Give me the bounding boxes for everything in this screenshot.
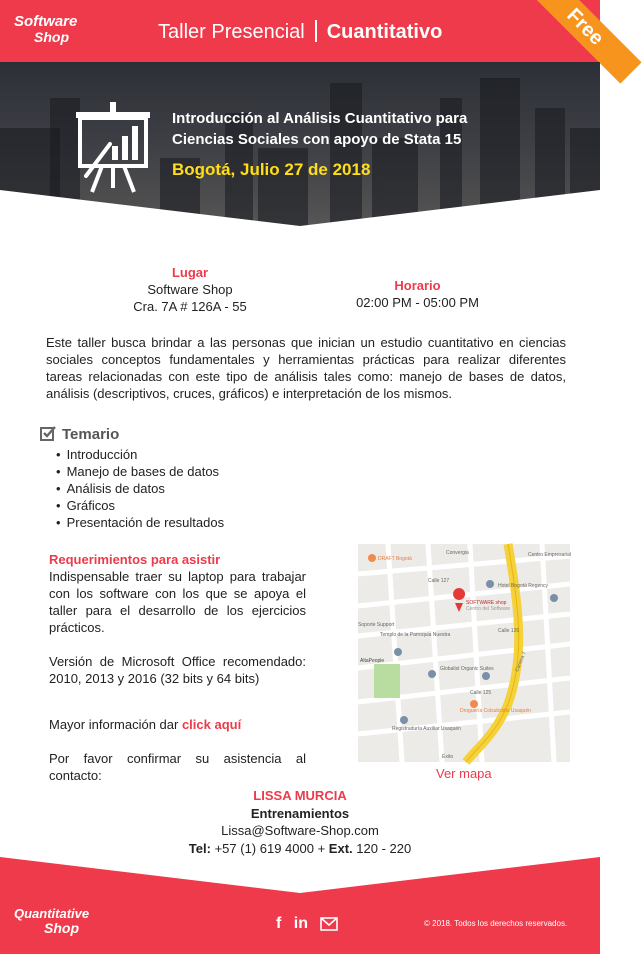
location-name: Software Shop: [147, 282, 233, 297]
click-here-link[interactable]: click aquí: [181, 717, 242, 732]
facebook-icon[interactable]: f: [276, 915, 282, 932]
presentation-board-icon: [72, 102, 154, 194]
svg-text:Convergia: Convergia: [446, 550, 469, 556]
schedule-value: 02:00 PM - 05:00 PM: [356, 295, 479, 310]
list-item: • Presentación de resultados: [56, 514, 224, 531]
contact-name: LISSA MURCIA: [253, 788, 347, 803]
svg-text:Éxito: Éxito: [442, 754, 454, 760]
course-date: Bogotá, Julio 27 de 2018: [172, 160, 371, 179]
syllabus-title: Temario: [40, 425, 119, 445]
list-item: • Introducción: [56, 446, 224, 463]
list-item: • Manejo de bases de datos: [56, 463, 224, 480]
svg-text:Carrera 7: Carrera 7: [514, 650, 528, 673]
contact-phone: Tel: +57 (1) 619 4000 + Ext. 120 - 220: [188, 840, 412, 856]
svg-text:Registraduría Auxiliar Usaquén: Registraduría Auxiliar Usaquén: [392, 726, 461, 732]
svg-text:Globalist Organic Suites: Globalist Organic Suites: [440, 666, 494, 672]
svg-text:Centro del Software: Centro del Software: [466, 606, 511, 612]
svg-text:Calle 125: Calle 125: [470, 690, 492, 696]
contact-department: Entrenamientos: [250, 805, 350, 821]
software-shop-logo[interactable]: Software Shop: [14, 13, 78, 45]
location-map[interactable]: [358, 544, 570, 762]
svg-text:Calle 127: Calle 127: [428, 578, 450, 584]
svg-text:SOFTWARE shop: SOFTWARE shop: [466, 600, 507, 606]
view-map-link[interactable]: Ver mapa: [436, 766, 492, 781]
list-item: • Gráficos: [56, 497, 224, 514]
svg-text:Calle 126: Calle 126: [498, 628, 520, 634]
title-divider: [315, 20, 317, 42]
quantitative-shop-logo[interactable]: Quantitative Shop: [14, 906, 90, 936]
contact-block: [170, 787, 430, 857]
more-info-line: Mayor información dar click aquí: [49, 717, 242, 732]
schedule-label: Horario: [394, 278, 441, 293]
footer-bar: [0, 857, 600, 954]
schedule-block: [340, 277, 495, 311]
svg-text:Hotel Bogotá Regency: Hotel Bogotá Regency: [498, 583, 549, 589]
svg-text:Templo de la Parroquia Nuestra: Templo de la Parroquia Nuestra: [380, 632, 451, 638]
location-block: [110, 264, 270, 315]
linkedin-icon[interactable]: in: [293, 915, 308, 932]
requirements-text: Indispensable traer su laptop para trabajar con los software con los que se apoya el taller para el desarrollo de los ejercicios prácticos.: [49, 569, 306, 635]
svg-text:Centro Empresarial: Centro Empresarial: [528, 552, 572, 558]
requirements-title: Requerimientos para asistir: [49, 552, 221, 567]
location-address: Cra. 7A # 126A - 55: [133, 299, 247, 314]
hero-bottom-cut: [0, 190, 600, 250]
svg-text:DRAFT Bogotá: DRAFT Bogotá: [378, 556, 412, 562]
header-title-left: Taller Presencial: [158, 21, 305, 43]
location-label: Lugar: [171, 265, 209, 280]
header-title-right: Cuantitativo: [326, 21, 443, 43]
confirm-text: Por favor confirmar su asistencia al contacto:: [49, 751, 306, 783]
course-title: Introducción al Análisis Cuantitativo para Ciencias Sociales con apoyo de Stata 15: [172, 110, 468, 148]
map-pin-icon: [453, 588, 465, 600]
map-graphic: [358, 544, 570, 762]
free-ribbon: Free: [528, 0, 641, 84]
email-icon[interactable]: [320, 917, 338, 931]
svg-text:Droguería Colsubsidio Usaquén: Droguería Colsubsidio Usaquén: [460, 708, 531, 714]
social-links: [276, 913, 346, 935]
contact-email[interactable]: Lissa@Software-Shop.com: [221, 823, 379, 838]
svg-text:AltaPeople: AltaPeople: [360, 658, 385, 664]
copyright-text: © 2018. Todos los derechos reservados.: [424, 919, 568, 928]
office-version-text: Versión de Microsoft Office recomendado: 2010, 2013 y 2016 (32 bits y 64 bits): [49, 654, 306, 686]
course-description: Este taller busca brindar a las personas que inician un estudio cuantitativo en ciencias sociales conceptos fundamentales y herramientas prácticas para realizar diferentes tareas relacionadas con este tipo de análisis tales como: manejo de bases de datos, análisis (descriptivos, cruces, gráficos) e interpretación de los mismos.: [46, 335, 566, 401]
list-item: • Análisis de datos: [56, 480, 224, 497]
checkbox-icon: [40, 425, 56, 441]
svg-text:Soporte Support: Soporte Support: [358, 622, 395, 628]
syllabus-list: [56, 446, 224, 531]
header-title: [158, 17, 442, 47]
